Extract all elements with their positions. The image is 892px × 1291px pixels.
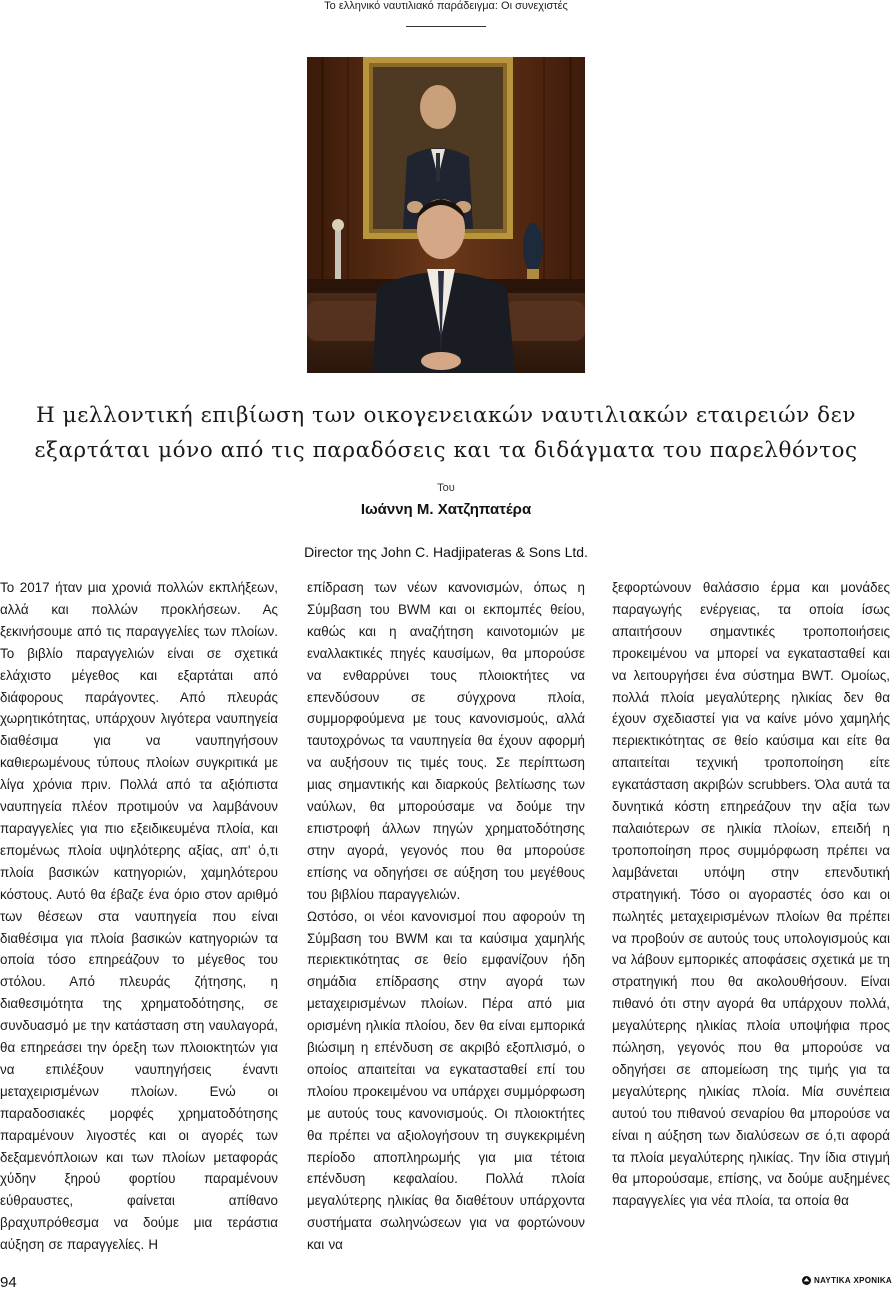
author-role: Director της John C. Hadjipateras & Sons Ltd. [304,544,588,560]
author-portrait-photo [307,57,585,373]
running-header: Το ελληνικό ναυτιλιακό παράδειγμα: Οι συνεχιστές [324,0,568,12]
article-column-1 [0,577,278,1267]
publication-name: ΝΑΥΤΙΚΑ ΧΡΟΝΙΚΑ [814,1276,892,1285]
publication-logo-icon [802,1276,811,1285]
paragraph: ξεφορτώνουν θαλάσσιο έρμα και μονάδες παραγωγής ενέργειας, τα οποία ίσως απαιτήσουν σημαντικές τροποποιήσεις προκειμένου να μπορεί να εγκατασταθεί και να λειτουργήσει ένα σύστημα BWT. Ομοίως, πολλά πλοία μεγαλύτερης ηλικίας δεν θα έχουν σχεδιαστεί για να καίνε μόνο χαμηλής περιεκτικότητας σε θείο καύσιμα και είτε θα απαιτείται τεχνική τροποποίηση είτε εγκατάσταση ακριβών scrubbers. Όλα αυτά τα δυνητικά κόστη επηρεάζουν την αξία των παλαιότερων σε ηλικία πλοίων, επειδή η τροποποίηση προς συμμόρφωση πρέπει να λαμβάνεται υπόψη στην επενδυτική στρατηγική. Τόσο οι αγοραστές όσο και οι πωλητές μεταχειρισμένων πλοίων θα πρέπει να προβούν σε αυτούς τους υπολογισμούς και να λάβουν εμπορικές αποφάσεις σχετικά με τη στρατηγική που θα ακολουθήσουν. Είναι πιθανό ότι στην αγορά θα υπάρχουν πολλά, μεγαλύτερης ηλικίας πλοία υποψήφια προς πώληση, γεγονός που θα μπορούσε να οδηγήσει σε απομείωση της τιμής για τα μεγαλύτερης ηλικίας πλοία. Μία συνέπεια αυτού του πιθανού σεναρίου θα μπορούσε να είναι η αύξηση των διαλύσεων σε ό,τι αφορά τα πλοία μεγαλύτερης ηλικίας. Την ίδια στιγμή θα μπορούσαμε, επίσης, να δούμε αυξημένες παραγγελίες για νέα πλοία, τα οποία θα [612,580,890,1209]
paragraph: Το 2017 ήταν μια χρονιά πολλών εκπλήξεων, αλλά και πολλών προκλήσεων. Ας ξεκινήσουμε από τις παραγγελίες των πλοίων. Το βιβλίο παραγγελιών είναι σε σχετικά ελάχιστο μέγεθος και εξαρτάται από διάφορους παράγοντες. Από πλευράς χωρητικότητας, υπάρχουν λιγότερα ναυπηγεία διαθέσιμα για να ναυπηγήσουν καθιερωμένους τύπους πλοίων συγκριτικά με λίγα χρόνια πριν. Πολλά από τα αξιόπιστα ναυπηγεία πλέον προτιμούν να λαμβάνουν παραγγελίες για πιο εξειδικευμένα πλοία, και επομένως πλοία υψηλότερης αξίας, απ' ό,τι πλοία βασικών κατηγοριών, χαμηλότερου κόστους. Αυτό θα έβαζε ένα όριο στον αριθμό των θέσεων στα ναυπηγεία που είναι διαθέσιμα για πλοία βασικών κατηγοριών τα οποία τόσο επηρεάζουν το μέγεθος του στόλου. Από πλευράς ζήτησης, η διαθεσιμότητα της χρηματοδότησης, σε συνδυασμό με την κατάσταση στη ναυλαγορά, θα επηρεάσει την όρεξη των πλοιοκτητών για να επιλέξουν ναυπηγήσεις έναντι μεταχειρισμένων πλοίων. Ενώ οι παραδοσιακές μορφές χρηματοδότησης παραμένουν λιγοστές και οι αγορές των δεξαμενόπλοιων και των πλοίων μεταφοράς χύδην ξηρού φορτίου παραμένουν εύθραυστες, φαίνεται απίθανο βραχυπρόθεσμα να δούμε μια τεράστια αύξηση σε παραγγελίες. Η [0,580,278,1253]
paragraph: επίδραση των νέων κανονισμών, όπως η Σύμβαση του BWM και οι εκπομπές θείου, καθώς και η αναζήτηση καινοτομιών με εναλλακτικές πηγές καυσίμων, θα μπορούσε να ενθαρρύνει τους πλοιοκτήτες να επενδύσουν σε σύγχρονα πλοία, συμμορφούμενα με τους κανονισμούς, αλλά ταυτοχρόνως τα ναυπηγεία θα έχουν αφορμή να αυξήσουν τις τιμές τους. Σε περίπτωση μιας σημαντικής και διαρκούς βελτίωσης των ναύλων, θα μπορούσαμε να δούμε την επιστροφή άλλων πηγών χρηματοδότησης στην αγορά, γεγονός που θα μπορούσε επίσης να οδηγήσει σε αύξηση του μεγέθους του βιβλίου παραγγελιών. [307,580,585,902]
page-number: 94 [0,1274,17,1291]
author-name: Ιωάννη Μ. Χατζηπατέρα [360,501,532,518]
article-column-3 [612,577,890,1267]
paragraph: Ωστόσο, οι νέοι κανονισμοί που αφορούν τη Σύμβαση του BWM και τα καύσιμα χαμηλής περιεκτικότητας σε θείο εμφανίζουν ήδη σημάδια επίδρασης στην αγορά των μεταχειρισμένων πλοίων. Πέρα από μια ορισμένη ηλικία πλοίου, δεν θα είναι εμπορικά βιώσιμη η επένδυση σε ακριβό εξοπλισμό, ο οποίος απαιτείται να εγκατασταθεί επί του πλοίου προκειμένου να υπάρχει συμμόρφωση με αυτούς τους κανονισμούς. Οι πλοιοκτήτες θα πρέπει να αξιολογήσουν τη συγκεκριμένη περίοδο αποπληρωμής για μια τέτοια επένδυση κεφαλαίου. Πολλά πλοία μεγαλύτερης ηλικίας θα διαθέτουν υπάρχοντα συστήματα σωληνώσεων για να φορτώνουν και να [307,908,585,1253]
article-headline: Η μελλοντική επιβίωση των οικογενειακών ναυτιλιακών εταιρειών δεν εξαρτάται μόνο από τις παραδόσεις και τα διδάγματα του παρελθόντος [34,403,858,463]
byline-prefix: Του [437,482,455,494]
article-column-2 [307,577,585,1267]
publication-brand [802,1276,892,1285]
header-divider [406,26,486,27]
portrait-illustration [307,57,585,373]
